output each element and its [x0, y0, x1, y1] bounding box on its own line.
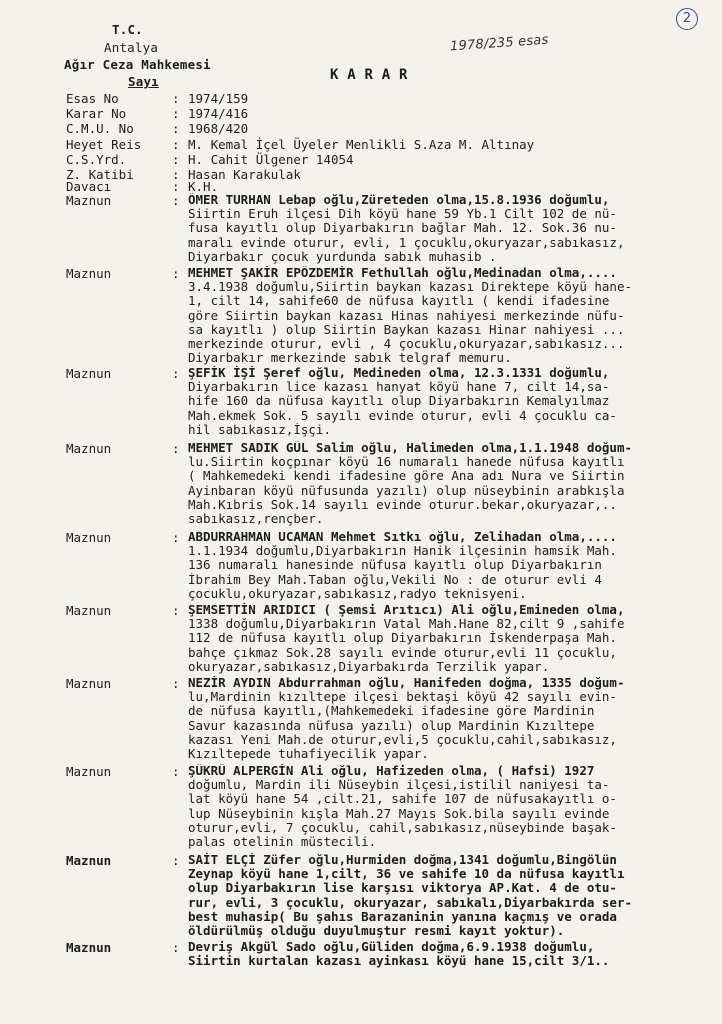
meta-value: M. Kemal İçel Üyeler Menlikli S.Aza M. Altınay	[188, 137, 535, 152]
entry-line: kazası Yeni Mah.de oturur,evli,5 çocuklu,cahil,sabıkasız,	[188, 732, 617, 747]
defendant-entry	[188, 530, 708, 601]
meta-label: Esas No	[66, 91, 119, 106]
meta-label: C.S.Yrd.	[66, 152, 127, 167]
meta-value: Hasan Karakulak	[188, 167, 301, 182]
entry-line: maralı evinde oturur, evli, 1 çocuklu,okuryazar,sabıkasız,	[188, 235, 625, 250]
entry-line: Diyarbakırın lice kazası hanyat köyü hane 7, cilt 14,sa-	[188, 380, 610, 395]
entry-line: 1.1.1934 doğumlu,Diyarbakırın Hanik ilçesinin hamsik Mah.	[188, 544, 617, 559]
meta-value: 1968/420	[188, 121, 249, 136]
entry-line: hil sabıkasız,İşçi.	[188, 422, 331, 437]
header-court: Ağır Ceza Mahkemesi	[64, 57, 211, 72]
meta-value: 1974/416	[188, 106, 249, 121]
header-sayi: Sayı	[128, 74, 159, 89]
entry-line: lu.Siirtin koçpınar köyü 16 numaralı hanede nüfusa kayıtlı	[188, 455, 625, 470]
defendant-entry	[188, 676, 708, 761]
defendant-entry	[188, 366, 708, 437]
entry-line: Mah.Kıbris Sok.14 sayılı evinde oturur.bekar,okuryazar,..	[188, 497, 617, 512]
meta-value: H. Cahit Ülgener 14054	[188, 152, 354, 167]
defendant-label: Maznun	[66, 853, 112, 868]
entry-line: bahçe çıkmaz Sok.28 sayılı evinde oturur,evli 11 çocuklu,	[188, 645, 617, 660]
defendant-label: Maznun	[66, 603, 112, 618]
meta-label: Karar No	[66, 106, 127, 121]
entry-line: Savur kazasında nüfusa yazılı) olup Mardinin Kızıltepe	[188, 718, 595, 733]
entry-line: fusa kayıtlı olup Diyarbakırın bağlar Mah. 12. Sok.36 nu-	[188, 221, 617, 236]
entry-line: Kızıltepede tuhafiyecilik yapar.	[188, 747, 429, 762]
entry-line: MEHMET SADIK GÜL Salim oğlu, Halimeden olma,1.1.1948 doğum-	[188, 441, 633, 455]
entry-line: NEZİR AYDIN Abdurrahman oğlu, Hanifeden doğma, 1335 doğum-	[188, 676, 625, 690]
entry-line: lat köyü hane 54 ,cilt.21, sahife 107 de nüfusakayıtlı o-	[188, 792, 617, 807]
defendant-entry	[188, 603, 708, 674]
entry-line: SAİT ELÇİ Züfer oğlu,Hurmiden doğma,1341 doğumlu,Bingölün	[188, 853, 617, 867]
entry-line: hife 160 da nüfusa kayıtlı olup Diyarbakırın Kemalyılmaz	[188, 394, 610, 409]
entry-line: Diyarbakır merkezinde sabık telgraf memuru.	[188, 351, 512, 366]
handwritten-reference: 1978/235 esas	[449, 32, 549, 55]
defendant-entry	[188, 266, 708, 365]
entry-line: ABDURRAHMAN UCAMAN Mehmet Sıtkı oğlu, Zelihadan olma,....	[188, 530, 617, 544]
entry-line: göre Siirtin baykan kazası Hinas nahiyesi merkezinde nüfu-	[188, 308, 625, 323]
page-number: 2	[676, 8, 698, 30]
entry-line: doğumlu, Mardin ili Nüseybin ilçesi,istilil naniyesi ta-	[188, 778, 610, 793]
entry-line: Siirtin Eruh ilçesi Dih köyü hane 59 Yb.1 Cilt 102 de nü-	[188, 207, 617, 222]
meta-label: Z. Katibi	[66, 167, 134, 182]
entry-line: Diyarbakır çocuk yurdunda sabık muhasib .	[188, 249, 497, 264]
defendant-label: Maznun	[66, 266, 112, 281]
entry-line: okuryazar,sabıkasız,Diyarbakırda Terzilik yapar.	[188, 659, 550, 674]
defendant-label: Maznun	[66, 530, 112, 545]
entry-line: Mah.ekmek Sok. 5 sayılı evinde oturur, evli 4 çocuklu ca-	[188, 408, 617, 423]
entry-line: ŞÜKRÜ ALPERGİN Ali oğlu, Hafizeden olma, ( Hafsi) 1927	[188, 764, 595, 778]
entry-line: ( Mahkemedeki kendi ifadesine göre Ana adı Nura ve Siirtin	[188, 469, 625, 484]
entry-line: oturur,evli, 7 çocuklu, cahil,sabıkasız,nüseybinde başak-	[188, 820, 617, 835]
defendant-label: Maznun	[66, 764, 112, 779]
entry-line: ÖMER TURHAN Lebap oğlu,Züreteden olma,15.8.1936 doğumlu,	[188, 193, 610, 207]
defendant-entry	[188, 940, 708, 968]
entry-line: 112 de nüfusa kayıtlı olup Diyarbakırın İskenderpaşa Mah.	[188, 631, 617, 646]
entry-line: Zeynap köyü hane 1,cilt, 36 ve sahife 10 da nüfusa kayıtlı	[188, 867, 625, 882]
defendant-label: Maznun	[66, 193, 112, 208]
entry-line: rur, evli, 3 çocuklu, okuryazar, sabıkalı,Diyarbakırda ser-	[188, 895, 633, 910]
meta-label: C.M.U. No	[66, 121, 134, 136]
entry-line: Siirtin kurtalan kazası ayinkası köyü hane 15,cilt 3/1..	[188, 954, 610, 969]
entry-line: lup Nüseybinin kışla Mah.27 Mayıs Sok.bila sayılı evinde	[188, 806, 610, 821]
defendant-entry	[188, 193, 708, 264]
defendant-label: Maznun	[66, 676, 112, 691]
defendant-label: Maznun	[66, 441, 112, 456]
entry-line: sabıkasız,rençber.	[188, 512, 324, 527]
entry-line: Ayinbaran köyü nüfusunda yazılı) olup nüseybinin arabkışla	[188, 483, 625, 498]
header-city: Antalya	[104, 40, 159, 55]
entry-line: İbrahim Bey Mah.Taban oğlu,Vekili No : de oturur evli 4	[188, 572, 602, 587]
meta-label: Davacı	[66, 179, 112, 194]
entry-line: 1338 doğumlu,Diyarbakırın Vatal Mah.Hane 82,cilt 9 ,sahife	[188, 617, 625, 632]
entry-line: merkezinde oturur, evli , 4 çocuklu,okuryazar,sabıkasız...	[188, 337, 625, 352]
meta-label: Heyet Reis	[66, 137, 142, 152]
entry-line: best muhasip( Bu şahıs Barazaninin yanına kaçmış ve orada	[188, 909, 617, 924]
meta-value: K.H.	[188, 179, 219, 194]
document-page: 2 1978/235 esas T.C. Antalya Ağır Ceza Mahkemesi Sayı K A R A R Esas No : 1974/159 Karar No : 1974/416 C.M.U. No : 1968/420 Heyet Reis : M. Kemal İçel Üyeler Menlikli S.Aza M. Altınay C.S.Yrd. : H. Cahit Ülgener 14054 Z. Katibi : Hasan Karakulak Davacı : K.H. Maznun : ÖMER TURHAN Lebap oğlu,Züreteden olma,15.8.1936 doğumlu, Siirtin Eruh ilçesi Dih köyü hane 59 Yb.1 Cilt 102 de nü- fusa kayıtlı olup Diyarbakırın bağlar Mah. 12. Sok.36 nu- maralı evinde oturur, evli, 1 çocuklu,okuryazar,sabıkasız, Diyarbakır çocuk yurdunda sabık muhasib . Maznun : MEHMET ŞAKİR EPÖZDEMİR Fethullah oğlu,Medinadan olma,.... 3.4.1938 doğumlu,Siirtin baykan kazası Direktepe köyü hane- 1, cilt 14, sahife60 de nüfusa kayıtlı ( kendi ifadesine göre Siirtin baykan kazası Hinas nahiyesi merkezinde nüfu- sa kayıtlı ) olup Siirtin Baykan kazası Hinar nahiyesi ... merkezinde oturur, evli , 4 çocuklu,okuryazar,sabıkasız... Diyarbakır merkezinde sabık telgraf memuru. Maznun : ŞEFİK İŞİ Şeref oğlu, Medineden olma, 12.3.1331 doğumlu, Diyarbakırın lice kazası hanyat köyü hane 7, cilt 14,sa- hife 160 da nüfusa kayıtlı olup Diyarbakırın Kemalyılmaz Mah.ekmek Sok. 5 sayılı evinde oturur, evli 4 çocuklu ca- hil sabıkasız,İşçi. Maznun : MEHMET SADIK GÜL Salim oğlu, Halimeden olma,1.1.1948 doğum- lu.Siirtin koçpınar köyü 16 numaralı hanede nüfusa kayıtlı ( Mahkemedeki kendi ifadesine göre Ana adı Nura ve Siirtin Ayinbaran köyü nüfusunda yazılı) olup nüseybinin arabkışla Mah.Kıbris Sok.14 sayılı evinde oturur.bekar,okuryazar,.. sabıkasız,rençber. Maznun : ABDURRAHMAN UCAMAN Mehmet Sıtkı oğlu, Zelihadan olma,.... 1.1.1934 doğumlu,Diyarbakırın Hanik ilçesinin hamsik Mah. 136 numaralı hanesinde nüfusa kayıtlı olup Diyarbakırın İbrahim Bey Mah.Taban oğlu,Vekili No : de oturur evli 4 çocuklu,okuryazar,sabıkasız,radyo teknisyeni. Maznun : ŞEMSETTİN ARIDICI ( Şemsi Arıtıcı) Ali oğlu,Emineden olma, 1338 doğumlu,Diyarbakırın Vatal Mah.Hane 82,cilt 9 ,sahife 112 de nüfusa kayıtlı olup Diyarbakırın İskenderpaşa Mah. bahçe çıkmaz Sok.28 sayılı evinde oturur,evli 11 çocuklu, okuryazar,sabıkasız,Diyarbakırda Terzilik yapar. Maznun : NEZİR AYDIN Abdurrahman oğlu, Hanifeden doğma, 1335 doğum- lu,Mardinin kızıltepe ilçesi bektaşi köyü 42 sayılı evin- de nüfusa kayıtlı,(Mahkemedeki ifadesine göre Mardinin Savur kazasında nüfusa yazılı) olup Mardinin Kızıltepe kazası Yeni Mah.de oturur,evli,5 çocuklu,cahil,sabıkasız, Kızıltepede tuhafiyecilik yapar. Maznun : ŞÜKRÜ ALPERGİN Ali oğlu, Hafizeden olma, ( Hafsi) 1927 doğumlu, Mardin ili Nüseybin ilçesi,istilil naniyesi ta- lat köyü hane 54 ,cilt.21, sahife 107 de nüfusakayıtlı o- lup Nüseybinin kışla Mah.27 Mayıs Sok.bila sayılı evinde oturur,evli, 7 çocuklu, cahil,sabıkasız,nüseybinde başak- palas otelinin müstecili. Maznun : SAİT ELÇİ Züfer oğlu,Hurmiden doğma,1341 doğumlu,Bingölün Zeynap köyü hane 1,cilt, 36 ve sahife 10 da nüfusa kayıtlı olup Diyarbakırın lise karşısı viktorya AP.Kat. 4 de otu- rur, evli, 3 çocuklu, okuryazar, sabıkalı,Diyarbakırda ser- best muhasip( Bu şahıs Barazaninin yanına kaçmış ve orada öldürülmüş olduğu duyulmuştur resmi kayıt yoktur). Maznun : Devriş Akgül Sado oğlu,Güliden doğma,6.9.1938 doğumlu, Siirtin kurtalan kazası ayinkası köyü hane 15,cilt 3/1..	[0, 0, 722, 1024]
entry-line: ŞEFİK İŞİ Şeref oğlu, Medineden olma, 12.3.1331 doğumlu,	[188, 366, 610, 380]
document-title: K A R A R	[330, 67, 408, 83]
entry-line: palas otelinin müstecili.	[188, 835, 377, 850]
meta-value: 1974/159	[188, 91, 249, 106]
entry-line: 1, cilt 14, sahife60 de nüfusa kayıtlı ( kendi ifadesine	[188, 294, 610, 309]
entry-line: 3.4.1938 doğumlu,Siirtin baykan kazası Direktepe köyü hane-	[188, 280, 633, 295]
entry-line: MEHMET ŞAKİR EPÖZDEMİR Fethullah oğlu,Medinadan olma,....	[188, 266, 617, 280]
defendant-entry	[188, 853, 708, 938]
entry-line: olup Diyarbakırın lise karşısı viktorya AP.Kat. 4 de otu-	[188, 881, 617, 896]
entry-line: öldürülmüş olduğu duyulmuştur resmi kayıt yoktur).	[188, 924, 565, 939]
header-tc: T.C.	[112, 22, 143, 37]
entry-line: lu,Mardinin kızıltepe ilçesi bektaşi köyü 42 sayılı evin-	[188, 690, 617, 705]
entry-line: 136 numaralı hanesinde nüfusa kayıtlı olup Diyarbakırın	[188, 558, 602, 573]
defendant-entry	[188, 764, 708, 849]
entry-line: Devriş Akgül Sado oğlu,Güliden doğma,6.9.1938 doğumlu,	[188, 940, 595, 954]
entry-line: sa kayıtlı ) olup Siirtin Baykan kazası Hinar nahiyesi ...	[188, 322, 625, 337]
entry-line: ŞEMSETTİN ARIDICI ( Şemsi Arıtıcı) Ali oğlu,Emineden olma,	[188, 603, 625, 617]
defendant-entry	[188, 441, 708, 526]
entry-line: çocuklu,okuryazar,sabıkasız,radyo teknisyeni.	[188, 586, 527, 601]
entry-line: de nüfusa kayıtlı,(Mahkemedeki ifadesine göre Mardinin	[188, 704, 595, 719]
defendant-label: Maznun	[66, 366, 112, 381]
defendant-label: Maznun	[66, 940, 112, 955]
